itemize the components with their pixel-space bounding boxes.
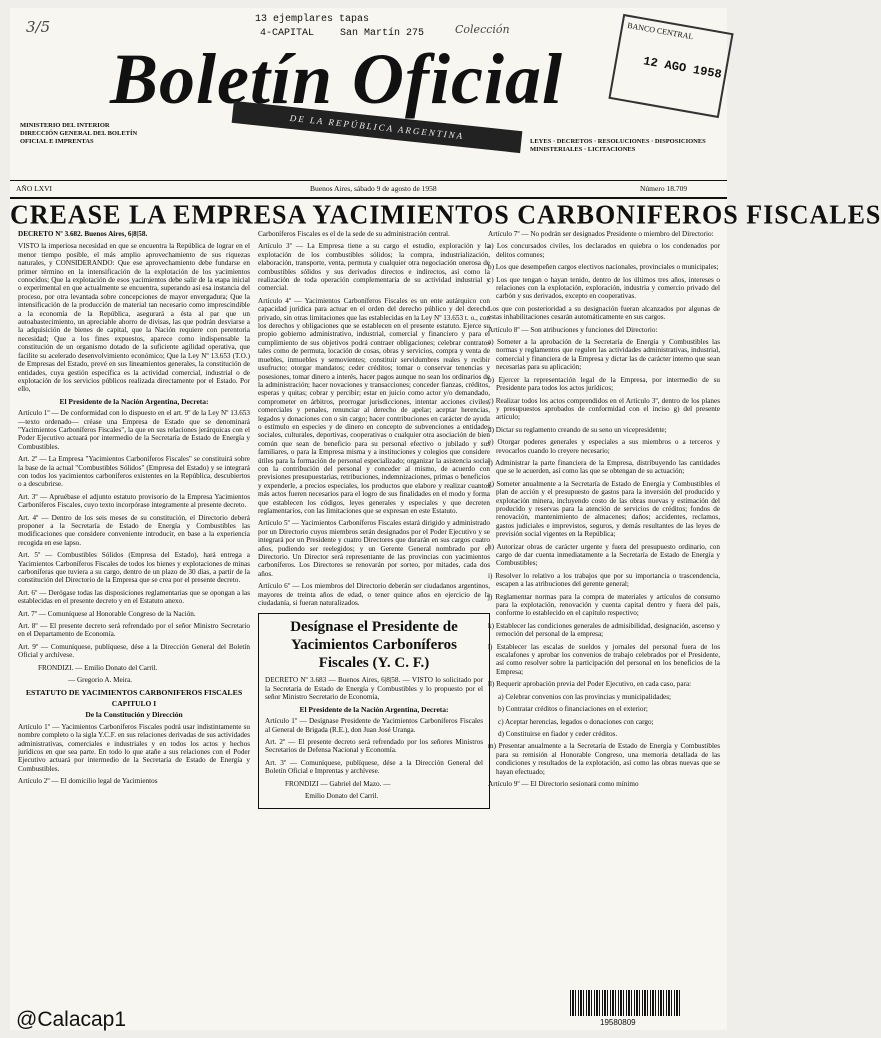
statute-article-7: Artículo 7º — No podrán ser designados Presidente o miembro del Directorio:	[488, 230, 714, 238]
handwritten-note: Colección	[455, 23, 510, 36]
sub-item-c: c) Aceptar herencias, legados o donaciones con cargo;	[498, 717, 654, 726]
signature-2: — Gregorio A. Meira.	[68, 676, 133, 685]
masthead-band: DE LA REPÚBLICA ARGENTINA	[232, 101, 523, 153]
watermark-handle: @Calacap1	[16, 1008, 127, 1031]
article-7-closing: Los que con posterioridad a su designación fueran alcanzados por algunas de estas inhabilitaciones cesarán automáticamente en sus cargos.	[488, 304, 720, 322]
newspaper-page	[10, 8, 881, 1031]
address-note: San Martín 275	[340, 28, 425, 39]
appointment-formula: El Presidente de la Nación Argentina, Decreta:	[299, 704, 449, 714]
handwritten-note-corner: 3/5	[26, 18, 51, 36]
article-5: Art. 5º — Combustibles Sólidos (Empresa del Estado), hará entrega a Yacimientos Carboníferos Fiscales de todos los bienes y explotaciones de minas carboníferas que tuviera a su cargo, dentro de un plazo de 30 días, a partir de la constitución del Directorio de la Empresa que se crea por el presente decreto.	[18, 551, 250, 585]
article-8-item-f: f) Administrar la parte financiera de la Empresa, distribuyendo las cantidades que se le acuerden, así como las que se obtengan de su actuación;	[488, 458, 720, 476]
article-7-item-c: c) Los que tengan o hayan tenido, dentro de los últimos tres años, intereses o relaciones con la explotación, exploración, industria y comercio privado del carbón y sus derivados, excepto en cooperativas.	[488, 275, 720, 301]
article-8-item-e: e) Otorgar poderes generales y especiales a sus miembros o a terceros y revocarlos cuando lo creyere necesario;	[488, 438, 720, 455]
statute-article-6: Artículo 6º — Los miembros del Directorio deberán ser ciudadanos argentinos, mayores de treinta años de edad, o tener quince años en ejercicio de la ciudadanía, si fueran naturalizados.	[258, 582, 490, 608]
statute-article-2: Artículo 2º — El domicilio legal de Yacimientos	[18, 777, 158, 786]
appointment-article-2: Art. 2º — El presente decreto será refrendado por los señores Ministros Secretarios de Defensa Nacional y Economía.	[265, 737, 483, 755]
column-2	[258, 230, 490, 1000]
appointment-article-3: Art. 3º — Comuníquese, publíquese, dése a la Dirección General del Boletín Oficial e Imprentas y archívese.	[265, 758, 483, 776]
article-7-item-a: a) Los concursados civiles, los declarados en quiebra o los condenados por delitos comunes;	[488, 242, 720, 259]
article-6: Art. 6º — Derógase todas las disposiciones reglamentarias que se opongan a las establecidas en el presente decreto y en el Estatuto anexo.	[18, 588, 250, 606]
ministry-block: MINISTERIO DEL INTERIOR DIRECCIÓN GENERAL DEL BOLETÍN OFICIAL E IMPRENTAS	[20, 122, 138, 145]
statute-article-8: Artículo 8º — Son atribuciones y funciones del Directorio:	[488, 325, 658, 334]
article-7: Art. 7º — Comuníquese al Honorable Congreso de la Nación.	[18, 609, 196, 618]
statute-title: ESTATUTO DE YACIMIENTOS CARBONIFEROS FISCALES	[25, 687, 243, 697]
issue-line	[10, 180, 727, 199]
article-9: Art. 9º — Comuníquese, publíquese, dése a la Dirección General del Boletín Oficial y archívese.	[18, 642, 250, 660]
article-8-item-d: d) Dictar su reglamento creando de su seno un vicepresidente;	[488, 425, 667, 434]
article-2: Art. 2º — La Empresa "Yacimientos Carboníferos Fiscales" se constituirá sobre la base de la actual "Combustibles Sólidos" (Empresa del Estado) y se integrará con todos los yacimientos carboníferos existentes en la República, descubiertos o a descubrirse.	[18, 455, 250, 489]
sub-item-d: d) Constituirse en fiador y ceder créditos.	[498, 729, 618, 738]
article-8-item-l: l) Establecer las escalas de sueldos y jornales del personal fuera de los escalafones y aprobar los convenios de trabajo celebrados por el Presidente, así como resolver sobre la participación del personal en los beneficios de la Empresa;	[488, 642, 720, 676]
stamp-date: 12 AGO 1958	[642, 54, 723, 82]
masthead	[110, 38, 670, 178]
statute-article-2-cont: Carboníferos Fiscales es el de la sede de su administración central.	[258, 230, 450, 238]
considerando-paragraph: VISTO la imperiosa necesidad en que se encuentra la República de lograr en el menor tiempo posible, el más amplio aprovechamiento de sus riquezas naturales, y CONSIDERANDO: Que ese aprovechamiento debe fundarse en primer término en la intensificación de la explotación de los yacimientos conocidos; Que la explotación de esos yacimientos debe salir de la etapa inicial o experimental en que actualmente se encuentra, superando así esa instancia del proceso, por otra levantada sobre concepciones de mayor envergadura; Que la intensificación de la producción de material tan necesario como imprescindible a la economía de la República, asegurará a ésta al par que un autoabastecimiento, un apreciable ahorro de divisas, las que podrán desviarse a la adquisición de bienes de capital, que la Nación requiere con perentoria necesidad; Que a los fines expuestos, aparece como indispensable la constitución de un organismo dotado de la suficiente agilidad operativa, que facilite su acelerado desenvolvimiento económico; Que la Ley Nº 13.653 (T.O.) de Empresas del Estado, prevé en sus lineamientos generales, la constitución de entidades, cuya gestión específica es la actividad comercial, industrial o de explotación de los servicios públicos realizada directamente por el Estado. Por ello,	[18, 242, 250, 394]
chapter-label: CAPITULO I	[111, 698, 157, 708]
issue-number: Número 18.709	[640, 184, 688, 193]
issue-date: Buenos Aires, sábado 9 de agosto de 1958	[310, 184, 437, 193]
article-7-item-b: b) Los que desempeñen cargos electivos nacionales, provinciales o municipales;	[488, 263, 719, 272]
appointment-signature-2: Emilio Donato del Carril.	[305, 791, 379, 800]
column-1	[18, 230, 250, 1000]
barcode-number: 19580809	[600, 1018, 636, 1027]
appointment-box	[258, 613, 490, 809]
article-8-item-m: m) Presentar anualmente a la Secretaría de Estado de Energía y Combustibles para su remisión al Honorable Congreso, una memoria detallada de las condiciones y resultados de la explotación, así como las obras nuevas que se hayan efectuado;	[488, 742, 720, 776]
decree-header: DECRETO Nº 3.682. Buenos Aires, 6|8|58.	[18, 230, 148, 238]
appointment-signature-1: FRONDIZI — Gabriel del Mazo. —	[285, 779, 391, 788]
article-8: Art. 8º — El presente decreto será refrendado por el señor Ministro Secretario en el Departamento de Economía.	[18, 622, 250, 639]
signature-1: FRONDIZI. — Emilio Donato del Carril.	[38, 663, 158, 672]
article-3: Art. 3º — Apruébase el adjunto estatuto provisorio de la Empresa Yacimientos Carboníferos Fiscales, cuyo texto incorpórase íntegramente al presente decreto.	[18, 492, 250, 510]
article-8-item-ll: ll) Requerir aprobación previa del Poder Ejecutivo, en cada caso, para:	[488, 680, 692, 689]
decree-formula: El Presidente de la Nación Argentina, Decreta:	[59, 396, 209, 406]
article-8-item-k: k) Establecer las condiciones generales de admisibilidad, designación, ascenso y remoción del personal de la empresa;	[488, 621, 720, 639]
statute-article-9: Artículo 9º — El Directorio sesionará como mínimo	[488, 779, 639, 788]
article-8-item-c: c) Realizar todos los actos comprendidos en el Artículo 3º, dentro de los planes y presupuestos aprobados de conformidad con el inciso g) del presente artículo;	[488, 396, 720, 422]
stamp-label: BANCO CENTRAL	[626, 20, 695, 42]
statute-article-1: Artículo 1º — Yacimientos Carboníferos Fiscales podrá usar indistintamente su nombre completo o la sigla Y.C.F. en sus relaciones derivadas de sus actividades administrativas, comerciales e industriales y en todos los actos y hechos jurídicos en que sea parte. En todo lo que atañe a sus relaciones con el Poder Ejecutivo actuará por intermedio de la Secretaría de Estado de Energía y Combustibles.	[18, 722, 250, 773]
chapter-title: De la Constitución y Dirección	[85, 710, 183, 720]
masthead-title: Boletín Oficial	[110, 39, 563, 119]
issue-year: AÑO LXVI	[16, 184, 53, 193]
appointment-decree: DECRETO Nº 3.683 — Buenos Aires, 6|8|58. — VISTO lo solicitado por la Secretaría de Estado de Energía y Combustibles y lo propuesto por el señor Ministro Secretario de Economía,	[265, 676, 483, 702]
article-8-item-g: g) Someter anualmente a la Secretaría de Estado de Energía y Combustibles el plan de acción y el presupuesto de gastos para la inversión del producido y explotación minera, incluyendo costo de las obras nuevas y estimación del producido y reservas para la atención de servicios de créditos; fondos de renovación, mantenimiento de almacenes; daños; accidentes, reclamos, gastos judiciales e imprevistos, seguros, y demás resultantes de las leyes de previsión social vigentes en la República;	[488, 479, 720, 539]
capital-note: 4-CAPITAL	[260, 28, 315, 39]
appointment-article-1: Artículo 1º — Desígnase Presidente de Yacimientos Carboníferos Fiscales al General de Brigada (R.E.), don Juan José Uranga.	[265, 717, 483, 734]
article-1: Artículo 1º — De conformidad con lo dispuesto en el art. 9º de la Ley Nº 13.653 —texto ordenado— créase una Empresa de Estado que se denominará "Yacimientos Carboníferos Fiscales", la que en sus relaciones jerárquicas con el Poder Ejecutivo actuará por intermedio de la Secretaría de Estado de Energía y Combustibles.	[18, 409, 250, 451]
column-3	[488, 230, 720, 1000]
article-8-item-i: i) Resolver lo relativo a los trabajos que por su importancia o trascendencia, escapen a las atribuciones del gerente general;	[488, 571, 720, 589]
sub-item-a: a) Celebrar convenios con las provincias y municipalidades;	[498, 692, 672, 701]
sub-item-b: b) Contratar créditos o financiaciones en el exterior;	[498, 705, 648, 714]
copies-note: 13 ejemplares tapas	[255, 14, 370, 25]
article-8-item-b: b) Ejercer la representación legal de la Empresa, por intermedio de su Presidente para todos los actos jurídicos;	[488, 375, 720, 393]
article-8-item-h: h) Autorizar obras de carácter urgente y fuera del presupuesto ordinario, con cargo de dar cuenta inmediatamente a la Secretaría de Estado de Energía y Combustibles;	[488, 542, 720, 568]
statute-article-3: Artículo 3º — La Empresa tiene a su cargo el estudio, exploración y la explotación de los combustibles sólidos; la compra, industrialización, elaboración, transporte, venta, permuta y cualquier otra negociación onerosa de combustibles sólidos y sus derivados directos e indirectos, así como la realización de toda operación complementaria de su actividad industrial y comercial.	[258, 242, 490, 293]
article-4: Art. 4º — Dentro de los seis meses de su constitución, el Directorio deberá proponer a la Secretaría de Estado de Energía y Combustibles las modificaciones que considere conveniente introducir, en base a la experiencia recogida en ese lapso.	[18, 513, 250, 547]
barcode	[570, 990, 680, 1016]
contents-block: LEYES · DECRETOS · RESOLUCIONES · DISPOSICIONES MINISTERIALES · LICITACIONES	[530, 138, 706, 153]
appointment-title: Desígnase el Presidente de Yacimientos Carboníferos Fiscales (Y. C. F.)	[290, 619, 458, 672]
statute-article-5: Artículo 5º — Yacimientos Carboníferos Fiscales estará dirigido y administrado por un Directorio cuyos miembros serán designados por el Poder Ejecutivo y se integrará por un Presidente y cuatro Directores que durarán en sus cargos cuatro años, pudiendo ser reelegidos; y un Gerente General nombrado por el Directorio. Un Director será representante de las provincias con yacimientos carboníferos. Los Directores se renovarán por sorteo, por mitades, cada dos años.	[258, 519, 490, 578]
article-8-item-a: a) Someter a la aprobación de la Secretaría de Energía y Combustibles las normas y reglamentos que regulen las actividades administrativas, industrial, comercial y financiera de la Empresa y dictar las de carácter interno que sean necesarias para su aplicación;	[488, 338, 720, 372]
statute-article-4: Artículo 4º — Yacimientos Carboníferos Fiscales es un ente autárquico con capacidad jurídica para actuar en el orden del derecho público y del derecho privado, sin otras limitaciones que las establecidas en la Ley Nº 13.653 t. o., con los derechos y obligaciones que se establecen en el presente estatuto. Ejerce su propio gobierno administrativo, industrial, comercial y financiero y para el cumplimiento de sus objetivos podrá contraer obligaciones; celebrar contratos tales como de permuta, locación de cosas, obras y servicios, compra y venta de muebles, inmuebles y semovientes; constituir servidumbres reales y recibir usufructo; otorgar mandatos; ceder créditos; tomar o conservar tenencias y posesiones, tomar dinero a interés, hacer pagos aunque no sean los ordinarios de la administración; hacer novaciones y transacciones; conceder fianzas, créditos, esperas y quitas; cobrar y percibir; estar en juicio como actor y/o demandado, comprometer en árbitros, prorrogar jurisdicciones, intentar acciones civiles, comerciales y penales, renunciar al derecho de apelar; aceptar herencias, legados y donaciones con o sin cargo; hacer contribuciones en carácter de ayuda o estímulo en especies y de dinero en concepto de subvenciones a entidades sociales, culturales, deportivas, cooperativas o cualquier otra asociación de bien común que sean de beneficio para su personal efectivo o jubilado y sus familiares, o para la Empresa misma y a instituciones y colegios que considere útiles para la formación de personal especializado; organizar la asistencia social con la contribución del personal y conceder al mismo, de acuerdo con previsiones presupuestarias, retribuciones, indemnizaciones, primas o beneficios y expenderle, a precios especiales, los productos que elabore y realizar cuantos más actos fueren necesarios para el logro de sus finalidades en el modo y forma que establecen los códigos, leyes generales y especiales y que decreten reglamentarios, con las limitaciones que se expresan en este Estatuto.	[258, 296, 490, 515]
headline: CREASE LA EMPRESA YACIMIENTOS CARBONIFEROS FISCALES	[10, 199, 881, 230]
article-8-item-j: j) Reglamentar normas para la compra de materiales y artículos de consumo para la explotación, renovación y cuenta capital dentro y fuera del país, conforme lo establecido en el capítulo respectivo;	[488, 592, 720, 618]
